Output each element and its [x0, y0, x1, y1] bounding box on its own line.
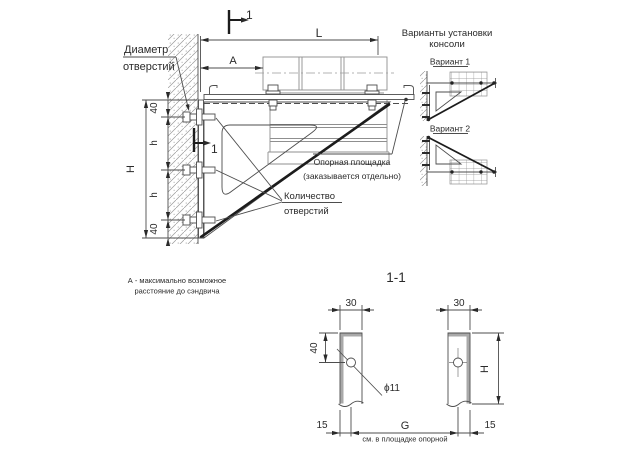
variant-2-thumbnail [420, 124, 497, 187]
dim-15-right-label: 15 [484, 420, 496, 431]
dim-40-top-label: 40 [149, 102, 160, 114]
dim-L-label: L [315, 26, 323, 40]
holes-count-note-line2: отверстий [284, 206, 329, 217]
dim-H-section-label: H [479, 365, 491, 373]
variant-1-label: Вариант 1 [429, 56, 471, 67]
dim-15-left-label: 15 [316, 420, 328, 431]
section-note: см. в площадке опорной [362, 434, 448, 444]
variants-panel [402, 28, 497, 186]
hole-diameter-note-line2: отверстий [123, 61, 175, 73]
dimension-L [201, 26, 379, 92]
dim-h-upper-label: h [149, 140, 160, 146]
section-marker-bottom-label: 1 [211, 142, 218, 156]
dim-30-right-label: 30 [453, 298, 465, 309]
support-pad-note-line1: Опорная площадка [313, 157, 391, 167]
section-marker-top [229, 8, 253, 34]
support-pad-note-line2: (заказывается отдельно) [303, 171, 401, 181]
hole-diameter-label: ϕ11 [384, 383, 400, 394]
section-left-plate [337, 333, 400, 407]
dimension-chain-bottom [316, 407, 496, 444]
dim-30-left-label: 30 [345, 298, 357, 309]
section-marker-top-label: 1 [246, 8, 253, 22]
holes-count-note [216, 118, 342, 221]
footnote-line1: А - максимально возможное [127, 276, 227, 285]
dimension-30-left [328, 298, 374, 330]
dim-40-bottom-label: 40 [149, 223, 160, 235]
holes-count-note-line1: Количество [284, 191, 336, 202]
variants-heading-line1: Варианты установки [401, 28, 493, 39]
footnote-A [128, 276, 226, 296]
variant-1-thumbnail [420, 57, 497, 122]
dim-H-label: H [125, 165, 137, 173]
section-right-plate [447, 333, 472, 407]
section-view-title: 1-1 [386, 270, 406, 285]
dimension-H-section [472, 333, 504, 404]
dimension-30-right [436, 298, 482, 330]
support-platform [204, 86, 414, 100]
dim-A-label: A [229, 55, 237, 67]
dim-G-label: G [400, 420, 410, 432]
hole-diameter-note-line1: Диаметр [124, 44, 169, 56]
support-pad-note [303, 98, 408, 181]
variants-heading-line2: консоли [429, 39, 465, 50]
dim-h-lower-label: h [149, 192, 160, 198]
variant-2-label: Вариант 2 [429, 123, 471, 134]
dimension-A [201, 55, 264, 70]
footnote-line2: расстояние до сэндвича [134, 286, 220, 296]
dim-40-hole-label: 40 [309, 342, 320, 354]
section-view-1-1 [309, 270, 504, 444]
